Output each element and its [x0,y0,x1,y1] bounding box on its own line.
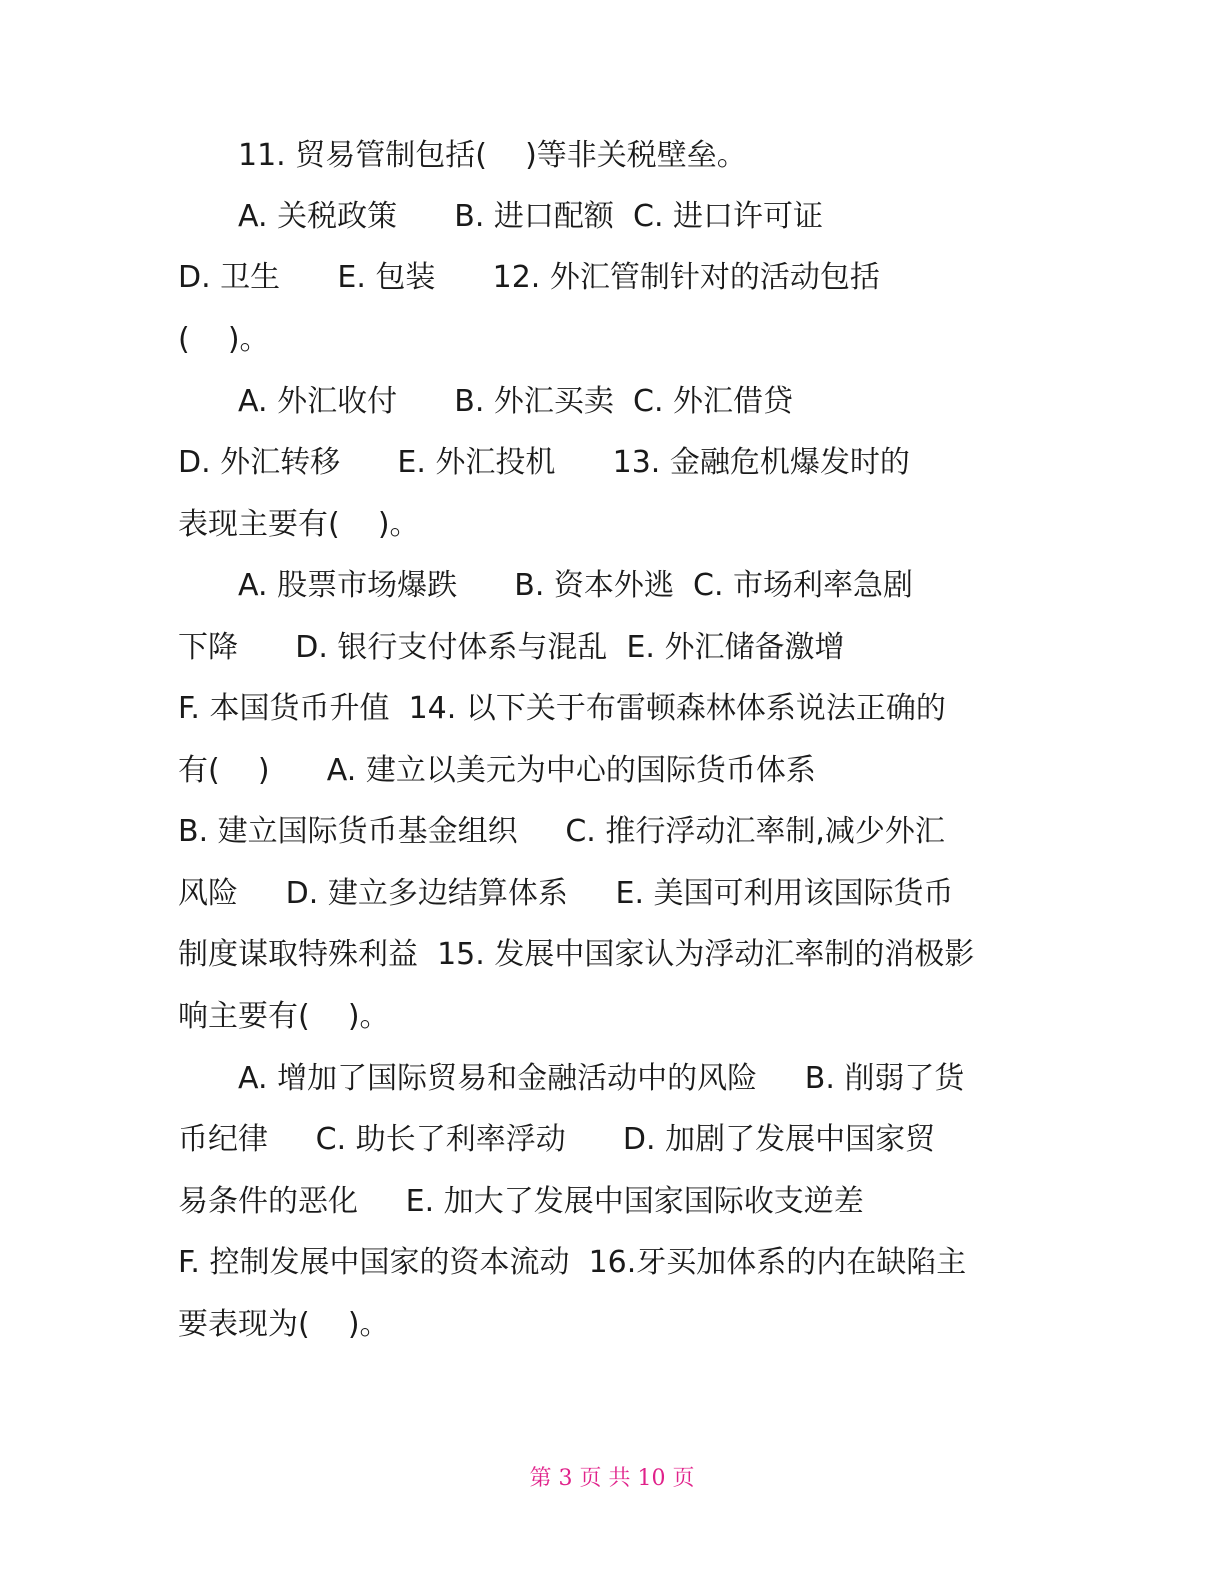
text-line: 币纪律 C. 助长了利率浮动 D. 加剧了发展中国家贸 [178,1122,936,1157]
text-line: 响主要有( )。 [178,999,390,1034]
text-line: 11. 贸易管制包括( )等非关税壁垒。 [238,138,747,173]
text-line: 有( ) A. 建立以美元为中心的国际货币体系 [178,753,816,788]
text-line: ( )。 [178,322,270,357]
text-line: A. 股票市场爆跌 B. 资本外逃 C. 市场利率急剧 [238,568,914,603]
page-number-footer: 第 3 页 共 10 页 [529,1466,695,1491]
text-line: 要表现为( )。 [178,1307,390,1342]
text-line: 风险 D. 建立多边结算体系 E. 美国可利用该国际货币 [178,876,954,911]
text-line: F. 本国货币升值 14. 以下关于布雷顿森林体系说法正确的 [178,691,946,726]
text-line: D. 卫生 E. 包装 12. 外汇管制针对的活动包括 [178,260,880,295]
text-line: A. 外汇收付 B. 外汇买卖 C. 外汇借贷 [238,384,794,419]
text-line: A. 关税政策 B. 进口配额 C. 进口许可证 [238,199,824,234]
text-line: D. 外汇转移 E. 外汇投机 13. 金融危机爆发时的 [178,445,910,480]
text-line: 下降 D. 银行支付体系与混乱 E. 外汇储备激增 [178,630,845,665]
text-line: A. 增加了国际贸易和金融活动中的风险 B. 削弱了货 [238,1061,965,1096]
text-line: F. 控制发展中国家的资本流动 16.牙买加体系的内在缺陷主 [178,1245,967,1280]
text-line: 易条件的恶化 E. 加大了发展中国家国际收支逆差 [178,1184,864,1219]
text-line: B. 建立国际货币基金组织 C. 推行浮动汇率制,减少外汇 [178,814,945,849]
text-line: 制度谋取特殊利益 15. 发展中国家认为浮动汇率制的消极影 [178,937,975,972]
text-line: 表现主要有( )。 [178,507,420,542]
